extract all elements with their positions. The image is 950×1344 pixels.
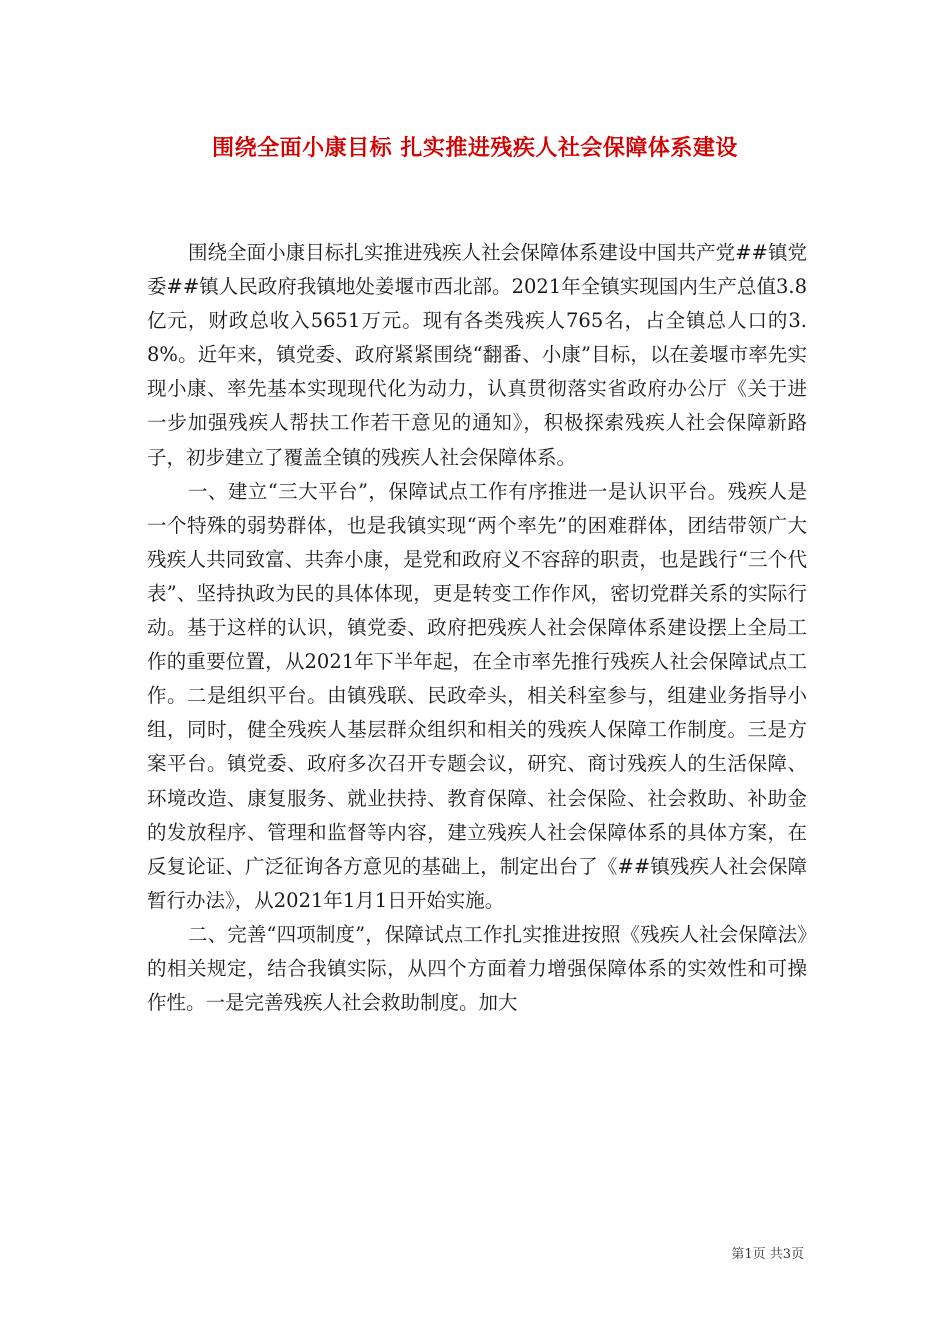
document-body (147, 236, 807, 1020)
paragraph-section-two: 二、完善“四项制度”，保障试点工作扎实推进按照《残疾人社会保障法》的相关规定，结合我镇实际，从四个方面着力增强保障体系的实效性和可操作性。一是完善残疾人社会救助制度。加大 (147, 922, 807, 1015)
document-title: 围绕全面小康目标 扎实推进残疾人社会保障体系建设 (212, 135, 738, 161)
page-number: 第1页 共3页 (731, 1247, 804, 1262)
paragraph-section-one: 一、建立“三大平台”，保障试点工作有序推进一是认识平台。残疾人是一个特殊的弱势群体，也是我镇实现“两个率先”的困难群体，团结带领广大残疾人共同致富、共奔小康，是党和政府义不容辞的职责，也是践行“三个代表”、坚持执政为民的具体体现，更是转变工作作风，密切党群关系的实际行动。基于这样的认识，镇党委、政府把残疾人社会保障体系建设摆上全局工作的重要位置，从2021年下半年起，在全市率先推行残疾人社会保障试点工作。二是组织平台。由镇残联、民政牵头，相关科室参与，组建业务指导小组，同时，健全残疾人基层群众组织和相关的残疾人保障工作制度。三是方案平台。镇党委、政府多次召开专题会议，研究、商讨残疾人的生活保障、环境改造、康复服务、就业扶持、教育保障、社会保险、社会救助、补助金的发放程序、管理和监督等内容，建立残疾人社会保障体系的具体方案，在反复论证、广泛征询各方意见的基础上，制定出台了《##镇残疾人社会保障暂行办法》，从2021年1月1日开始实施。 (147, 479, 807, 912)
paragraph-intro: 围绕全面小康目标扎实推进残疾人社会保障体系建设中国共产党##镇党委##镇人民政府我镇地处姜堰市西北部。2021年全镇实现国内生产总值3.8亿元，财政总收入5651万元。现有各类残疾人765名，占全镇总人口的3.8%。近年来，镇党委、政府紧紧围绕“翻番、小康”目标，以在姜堰市率先实现小康、率先基本实现现代化为动力，认真贯彻落实省政府办公厅《关于进一步加强残疾人帮扶工作若干意见的通知》，积极探索残疾人社会保障新路子，初步建立了覆盖全镇的残疾人社会保障体系。 (147, 241, 807, 469)
